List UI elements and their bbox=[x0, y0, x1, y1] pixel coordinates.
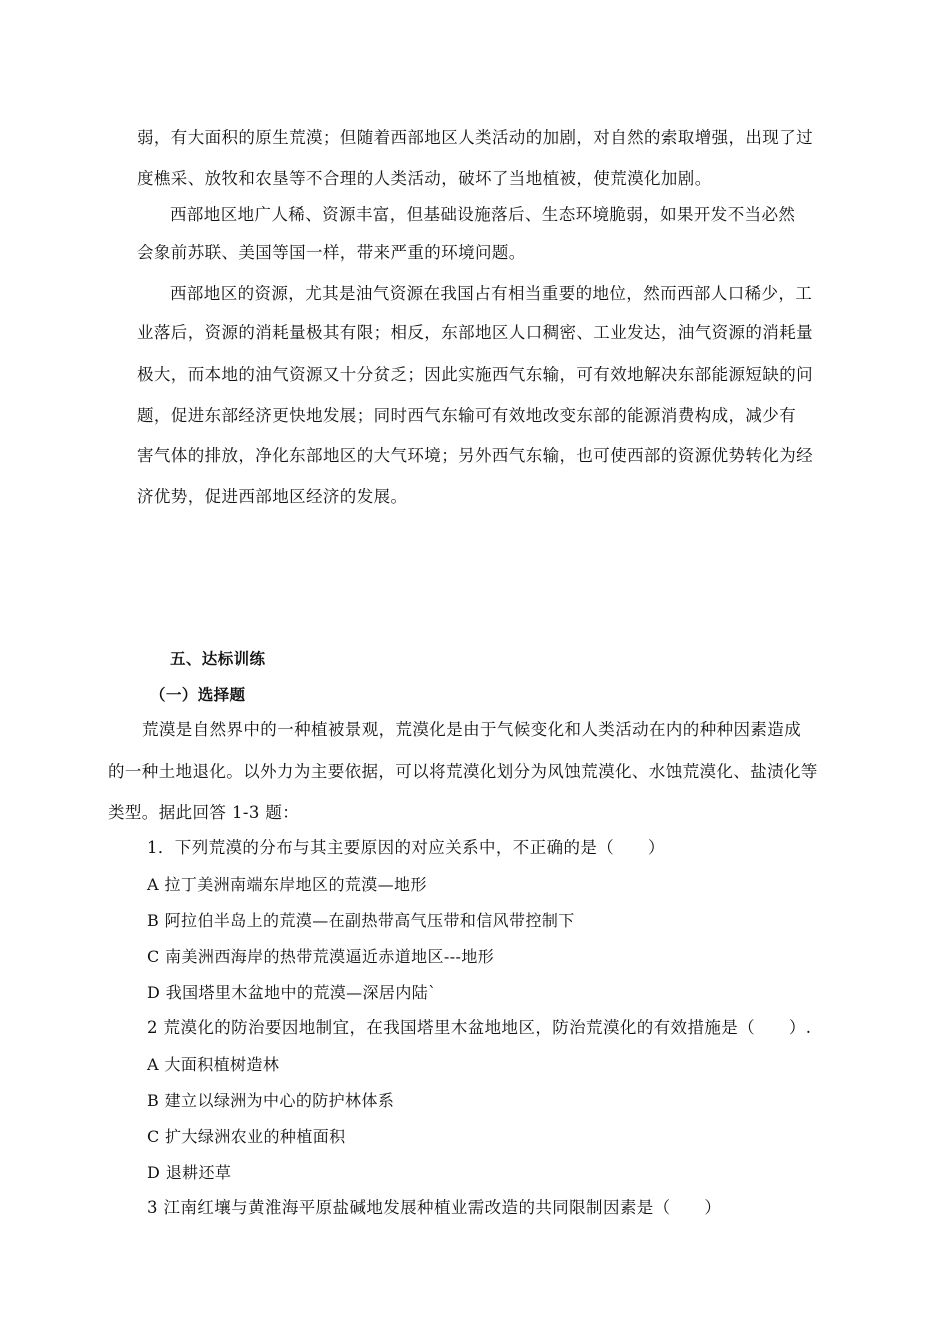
paragraph-line: 济优势，促进西部地区经济的发展。 bbox=[137, 487, 408, 506]
paragraph-line: 荒漠是自然界中的一种植被景观，荒漠化是由于气候变化和人类活动在内的种种因素造成 bbox=[142, 720, 802, 739]
paragraph-line: 业落后，资源的消耗量极其有限；相反，东部地区人口稠密、工业发达，油气资源的消耗量 bbox=[137, 323, 813, 342]
paragraph-line: 极大，而本地的油气资源又十分贫乏；因此实施西气东输，可有效地解决东部能源短缺的问 bbox=[137, 365, 813, 384]
question-option-c: C 南美洲西海岸的热带荒漠逼近赤道地区---地形 bbox=[147, 947, 495, 966]
paragraph-line: 西部地区的资源，尤其是油气资源在我国占有相当重要的地位，然而西部人口稀少，工 bbox=[170, 284, 813, 303]
paragraph-line: 西部地区地广人稀、资源丰富，但基础设施落后、生态环境脆弱，如果开发不当必然 bbox=[170, 205, 796, 224]
paragraph-line: 害气体的排放，净化东部地区的大气环境；另外西气东输，也可使西部的资源优势转化为经 bbox=[137, 446, 813, 465]
section-subtitle: （一）选择题 bbox=[150, 686, 246, 704]
question-option-c: C 扩大绿洲农业的种植面积 bbox=[147, 1127, 346, 1146]
question-option-b: B 建立以绿洲为中心的防护林体系 bbox=[147, 1091, 395, 1110]
question-stem: 2 荒漠化的防治要因地制宜，在我国塔里木盆地地区，防治荒漠化的有效措施是（ ）. bbox=[147, 1018, 812, 1037]
paragraph-line: 的一种土地退化。以外力为主要依据，可以将荒漠化划分为风蚀荒漠化、水蚀荒漠化、盐渍化等 bbox=[108, 762, 818, 781]
paragraph-line: 弱，有大面积的原生荒漠；但随着西部地区人类活动的加剧，对自然的索取增强，出现了过 bbox=[137, 128, 813, 147]
question-stem: 1．下列荒漠的分布与其主要原因的对应关系中，不正确的是（ ） bbox=[147, 838, 665, 857]
paragraph-line: 度樵采、放牧和农垦等不合理的人类活动，破坏了当地植被，使荒漠化加剧。 bbox=[137, 169, 712, 188]
question-stem: 3 江南红壤与黄淮海平原盐碱地发展种植业需改造的共同限制因素是（ ） bbox=[147, 1198, 722, 1217]
paragraph-line: 类型。据此回答 1-3 题： bbox=[108, 803, 300, 822]
question-option-a: A 大面积植树造林 bbox=[147, 1055, 280, 1074]
paragraph-line: 题，促进东部经济更快地发展；同时西气东输可有效地改变东部的能源消费构成，减少有 bbox=[137, 406, 797, 425]
question-option-a: A 拉丁美洲南端东岸地区的荒漠—地形 bbox=[147, 875, 427, 894]
question-option-d: D 我国塔里木盆地中的荒漠—深居内陆` bbox=[147, 983, 437, 1002]
question-option-b: B 阿拉伯半岛上的荒漠—在副热带高气压带和信风带控制下 bbox=[147, 911, 575, 930]
question-option-d: D 退耕还草 bbox=[147, 1163, 232, 1182]
paragraph-line: 会象前苏联、美国等国一样，带来严重的环境问题。 bbox=[137, 243, 526, 262]
section-title: 五、达标训练 bbox=[170, 650, 266, 668]
